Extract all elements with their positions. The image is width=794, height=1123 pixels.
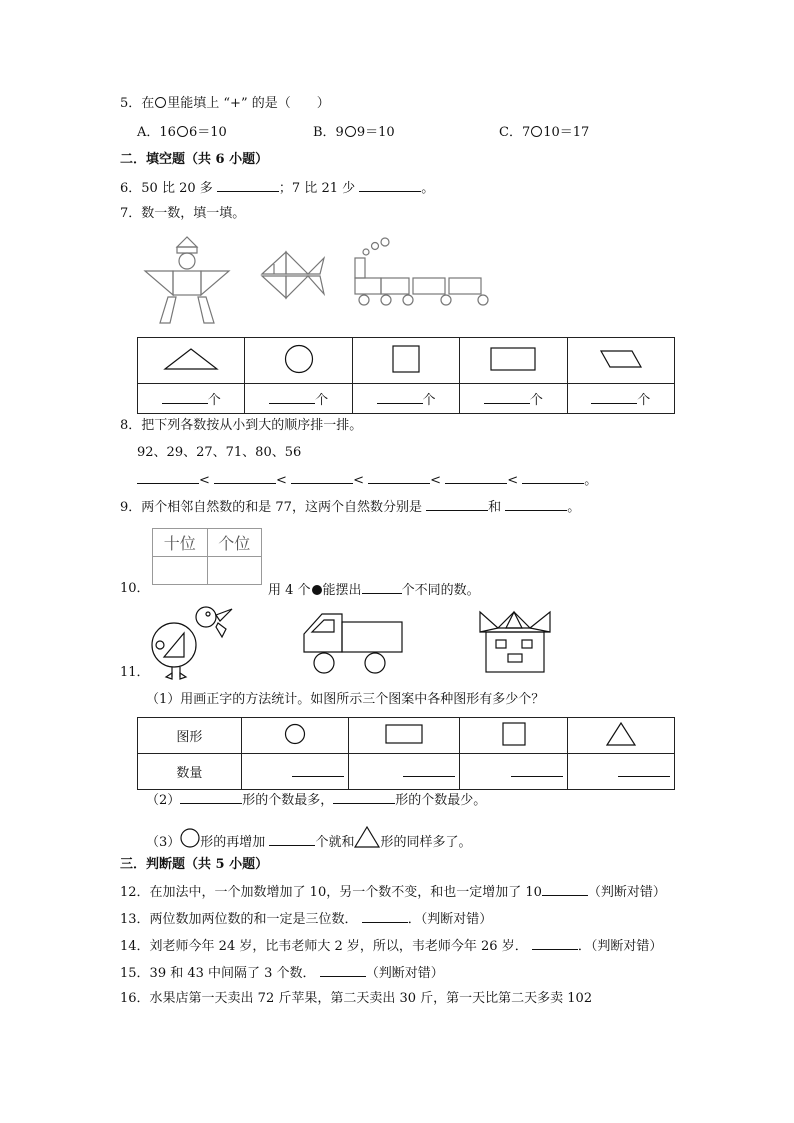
q9 [120, 497, 580, 517]
q7-shape-cell [245, 338, 352, 384]
q7-count-table [137, 337, 675, 414]
q10-blank[interactable] [362, 580, 402, 594]
q11-row-label-shape: 图形 [138, 718, 242, 754]
q8-blank[interactable] [445, 470, 507, 484]
q8-blank[interactable] [368, 470, 430, 484]
less-than: < [199, 473, 210, 488]
q9-text-a: 9．两个相邻自然数的和是 77，这两个自然数分别是 [120, 500, 422, 515]
q5-option-b-label: B．9 [313, 125, 344, 140]
unit-label: 个 [315, 393, 329, 408]
unit-label: 个 [529, 393, 543, 408]
q10-text-a: 用 4 个 [268, 583, 311, 598]
q5-option-a[interactable] [137, 124, 227, 142]
q5-option-c-label: C．7 [499, 125, 531, 140]
q11-part2-blank-1[interactable] [180, 790, 242, 804]
q6-text-a: 6．50 比 20 多 [120, 181, 213, 196]
q7-shape-cell [460, 338, 567, 384]
q7-blank[interactable] [484, 390, 530, 404]
q15-blank[interactable] [320, 963, 366, 977]
q10-text-b: 能摆出 [322, 583, 362, 598]
q8-numbers: 92、29、27、71、80、56 [137, 445, 302, 460]
circle-icon [345, 126, 356, 137]
q15-text-b: （判断对错） [365, 966, 444, 981]
q9-text-b: 和 [488, 500, 502, 515]
square-icon [502, 722, 526, 746]
less-than: < [276, 473, 287, 488]
q7-answer-cell[interactable] [245, 384, 352, 414]
q5-stem [120, 95, 330, 113]
q7-answer-cell[interactable] [352, 384, 459, 414]
q8-stem: 8．把下列各数按从小到大的顺序排一排。 [120, 418, 363, 433]
ones-header: 个位 [207, 529, 262, 557]
section-title-true-false: 三．判断题（共 5 小题） [120, 857, 269, 872]
q11-part3-c: 个就和 [315, 835, 355, 850]
q11-shape-cell [460, 718, 567, 754]
q5-option-b-rest: 9＝10 [356, 125, 395, 140]
triangle-icon [164, 348, 218, 370]
q9-text-c: 。 [567, 500, 581, 515]
q9-blank-2[interactable] [505, 497, 567, 511]
less-than: < [353, 473, 364, 488]
circle-icon [531, 126, 542, 137]
unit-label: 个 [422, 393, 436, 408]
q15 [120, 963, 444, 983]
q11-tally-table [137, 717, 675, 790]
q7-shape-cell [567, 338, 674, 384]
q11-part2-b: 形的个数最多， [242, 793, 334, 808]
rectangle-icon [385, 724, 423, 744]
q8-end: 。 [584, 473, 598, 488]
circle-icon [180, 828, 200, 848]
q11-part2 [146, 790, 486, 810]
q7-shape-cell [138, 338, 245, 384]
q16: 16．水果店第一天卖出 72 斤苹果，第二天卖出 30 斤，第一天比第二天多卖 102 [120, 991, 593, 1006]
q7-answer-cell[interactable] [460, 384, 567, 414]
q10-text [268, 580, 480, 600]
q11-count-blank[interactable] [618, 763, 670, 777]
square-icon [392, 345, 420, 373]
q11-count-blank[interactable] [511, 763, 563, 777]
unit-label: 个 [637, 393, 651, 408]
q10-text-c: 个不同的数。 [401, 583, 480, 598]
q8-order-blanks [137, 470, 597, 490]
q8-blank[interactable] [291, 470, 353, 484]
q8-blank[interactable] [137, 470, 199, 484]
q14-blank[interactable] [532, 936, 578, 950]
tens-cell [153, 557, 208, 585]
triangle-icon [606, 722, 636, 746]
circle-icon [284, 344, 314, 374]
q9-blank-1[interactable] [426, 497, 488, 511]
q7-shape-cell [352, 338, 459, 384]
q11-count-cell[interactable] [460, 754, 567, 790]
q7-blank[interactable] [162, 390, 208, 404]
q7-answer-cell[interactable] [567, 384, 674, 414]
q10-number: 10． [120, 581, 150, 596]
q12 [120, 882, 666, 902]
q13 [120, 909, 492, 929]
q13-text-b: ．（判断对错） [407, 912, 493, 927]
q11-number: 11． [120, 665, 150, 680]
q6-blank-1[interactable] [217, 178, 279, 192]
q11-part3-b: 形的再增加 [200, 835, 266, 850]
q5-option-a-rest: 6＝10 [188, 125, 227, 140]
q11-part2-blank-2[interactable] [333, 790, 395, 804]
q5-stem-b: 里能填上 “+” 的是（ ） [167, 96, 330, 111]
q11-part3-blank[interactable] [269, 832, 315, 846]
q11-row-label-count: 数量 [138, 754, 242, 790]
rectangle-icon [490, 347, 536, 371]
place-value-table [152, 528, 262, 585]
q11-shape-cell [349, 718, 460, 754]
section-title-fill-in: 二．填空题（共 6 小题） [120, 152, 269, 167]
q7-blank[interactable] [377, 390, 423, 404]
q12-blank[interactable] [542, 882, 588, 896]
q8-blank[interactable] [522, 470, 584, 484]
q11-part3-d: 形的同样多了。 [380, 835, 472, 850]
less-than: < [430, 473, 442, 488]
q12-text-b: （判断对错） [587, 885, 666, 900]
q11-part1: （1）用画正字的方法统计。如图所示三个图案中各种图形有多少个？ [146, 692, 545, 707]
circle-icon [177, 126, 188, 137]
tens-header: 十位 [153, 529, 208, 557]
q14 [120, 936, 662, 956]
q7-blank[interactable] [591, 390, 637, 404]
q5-option-c[interactable] [499, 124, 589, 142]
q7-stem: 7．数一数，填一填。 [120, 206, 246, 221]
q11-shape-cell [567, 718, 674, 754]
q11-count-cell[interactable] [349, 754, 460, 790]
unit-label: 个 [207, 393, 221, 408]
q11-part2-a: （2） [146, 793, 181, 808]
q8-blank[interactable] [214, 470, 276, 484]
less-than: < [507, 473, 519, 488]
q7-blank[interactable] [269, 390, 315, 404]
q11-count-blank[interactable] [292, 763, 344, 777]
q14-text-a: 14．刘老师今年 24 岁，比韦老师大 2 岁，所以，韦老师今年 26 岁． [120, 939, 528, 954]
q11-count-blank[interactable] [403, 763, 455, 777]
q11-part3-a: （3） [146, 835, 181, 850]
q11-count-cell[interactable] [241, 754, 348, 790]
q11-shape-cell [241, 718, 348, 754]
q12-text-a: 12．在加法中，一个加数增加了 10，另一个数不变，和也一定增加了 10 [120, 885, 542, 900]
bird-figure [140, 235, 235, 330]
q11-part3 [146, 826, 471, 852]
q6 [120, 178, 434, 198]
chick-figure [146, 603, 236, 683]
circle-icon [284, 723, 306, 745]
q5-option-b[interactable] [313, 124, 395, 142]
q5-option-c-rest: 10＝17 [543, 125, 590, 140]
q14-text-b: ．（判断对错） [577, 939, 663, 954]
triangle-icon [354, 826, 380, 848]
q6-text-b: ；7 比 21 少 [278, 181, 356, 196]
q6-text-c: 。 [421, 181, 435, 196]
fish-figure [260, 250, 326, 302]
parallelogram-icon [600, 349, 642, 369]
q6-blank-2[interactable] [359, 178, 421, 192]
truck-figure [302, 612, 406, 676]
q5-stem-a: 5．在 [120, 96, 155, 111]
q13-text-a: 13．两位数加两位数的和一定是三位数． [120, 912, 358, 927]
house-figure [478, 608, 552, 676]
ones-cell [207, 557, 262, 585]
q7-answer-cell[interactable] [138, 384, 245, 414]
q13-blank[interactable] [362, 909, 408, 923]
q15-text-a: 15．39 和 43 中间隔了 3 个数． [120, 966, 316, 981]
bead-icon [312, 585, 322, 595]
q5-option-a-label: A．16 [137, 125, 176, 140]
q11-count-cell[interactable] [567, 754, 674, 790]
circle-icon [155, 97, 166, 108]
train-figure [350, 236, 490, 308]
q11-part2-c: 形的个数最少。 [395, 793, 487, 808]
